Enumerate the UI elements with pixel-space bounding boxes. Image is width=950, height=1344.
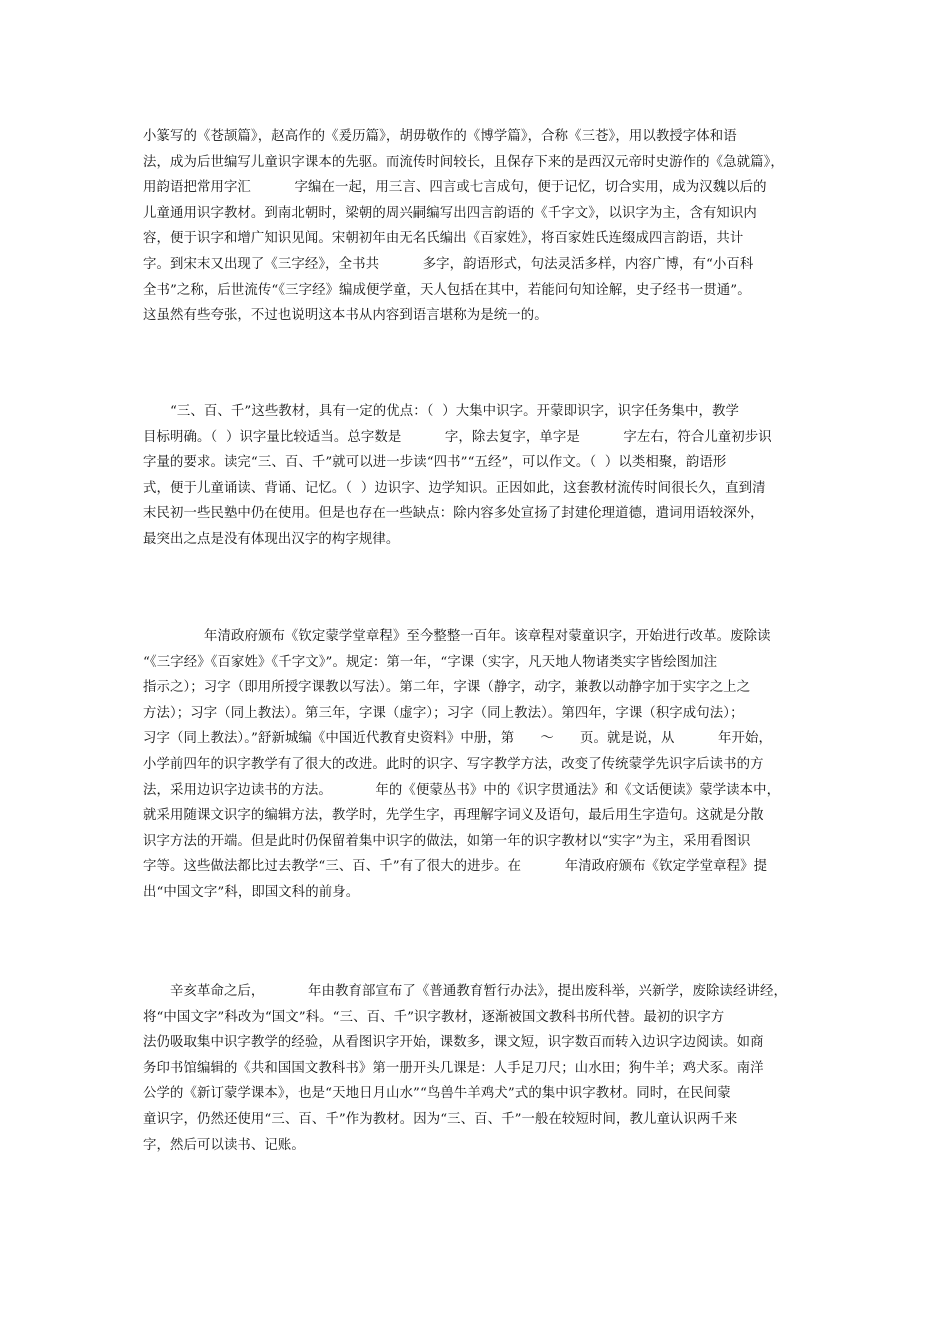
paragraph-san-cang-history	[143, 124, 813, 329]
text-line: 式，便于儿童诵读、背诵、记忆。（ ）边识字、边学知识。正因如此，这套教材流传时间很长久，直到清	[143, 480, 766, 496]
text-line: 方法）；习字（同上教法）。第三年，字课（虚字）；习字（同上教法）。第四年，字课（积字成句法）；	[143, 705, 744, 721]
text-line: 小篆写的《苍颉篇》，赵高作的《爰历篇》，胡毋敬作的《博学篇》，合称《三苍》，用以教授字体和语	[143, 129, 737, 144]
text-line: 童识字，仍然还使用“三、百、千”作为教材。因为“三、百、千”一般在较短时间，教儿童认识两千来	[143, 1111, 738, 1127]
text-line: 习字（同上教法）。”舒新城编《中国近代教育史资料》中册，第 ～ 页。就是说，从 年开始，	[143, 731, 773, 747]
text-line: 末民初一些民塾中仍在使用。但是也存在一些缺点：除内容多处宣扬了封建伦理道德，遣词用语较深外，	[143, 506, 764, 522]
text-line: 出“中国文字”科，即国文科的前身。	[143, 884, 360, 900]
text-line: 用韵语把常用字汇 字编在一起，用三言、四言或七言成句，便于记忆，切合实用，成为汉魏以后的	[143, 180, 767, 196]
text-line: 法，成为后世编写儿童识字课本的先驱。而流传时间较长，且保存下来的是西汉元帝时史游作的《急就篇》，	[143, 154, 784, 170]
text-line: 小学前四年的识字教学有了很大的改进。此时的识字、写字教学方法，改变了传统蒙学先识字后读书的方	[143, 756, 764, 772]
text-line: 公学的《新订蒙学课本》，也是“天地日月山水”“鸟兽牛羊鸡犬”式的集中识字教材。同时，在民间蒙	[143, 1086, 731, 1102]
text-line: 儿童通用识字教材。到南北朝时，梁朝的周兴嗣编写出四言韵语的《千字文》，以识字为主，含有知识内	[143, 205, 757, 221]
paragraph-san-bai-qian-merits	[143, 399, 813, 553]
text-line: 指示之）；习字（即用所授字课教以写法）。第二年，字课（静字，动字，兼教以动静字加于实字之上之	[143, 680, 751, 696]
text-line: 法仍吸取集中识字教学的经验，从看图识字开始，课数多，课文短，识字数百而转入边识字边阅读。如商	[143, 1035, 764, 1051]
text-line: 辛亥革命之后， 年由教育部宣布了《普通教育暂行办法》，提出废科举，兴新学，废除读经讲经，	[143, 984, 787, 999]
text-line: 容，便于识字和增广知识见闻。宋朝初年由无名氏编出《百家姓》，将百家姓氏连缀成四言韵语，共计	[143, 231, 744, 247]
text-line: 字，然后可以读书、记账。	[143, 1137, 305, 1153]
text-line: 就采用随课文识字的编辑方法，教学时，先学生字，再理解字词义及语句，最后用生字造句。这就是分散	[143, 808, 764, 824]
text-line: 目标明确。（ ）识字量比较适当。总字数是 字，除去复字，单字是 字左右，符合儿童初步识	[143, 429, 772, 445]
text-line: 字等。这些做法都比过去教学“三、百、千”有了很大的进步。在 年清政府颁布《钦定学堂章程》提	[143, 859, 768, 875]
text-line: 全书”之称，后世流传“《三字经》编成便学童，天人包括在其中，若能问句知诠解，史子经书一贯通”。	[143, 282, 751, 298]
text-line: 最突出之点是没有体现出汉字的构字规律。	[143, 531, 400, 547]
text-line: 字。到宋末又出现了《三字经》，全书共 多字，韵语形式，句法灵活多样，内容广博，有“小百科	[143, 256, 754, 272]
text-line: 字量的要求。读完“三、百、千”就可以进一步读“四书”“五经”，可以作文。（ ）以类相聚，韵语形	[143, 455, 727, 471]
paragraph-qing-reform	[143, 624, 813, 906]
text-line: 法，采用边识字边读书的方法。 年的《便蒙丛书》中的《识字贯通法》和《文话便读》蒙学读本中，	[143, 782, 781, 798]
text-line: “《三字经》《百家姓》《千字文》”。规定：第一年，“字课（实字，凡天地人物诸类实字皆绘图加注	[143, 654, 718, 670]
text-line: 务印书馆编辑的《共和国国文教科书》第一册开头几课是：人手足刀尺；山水田；狗牛羊；鸡犬豕。南洋	[143, 1060, 764, 1076]
text-line: 将“中国文字”科改为“国文”科。“三、百、千”识字教材，逐渐被国文教科书所代替。最初的识字方	[143, 1009, 725, 1025]
text-line: “三、百、千”这些教材，具有一定的优点：（ ）大集中识字。开蒙即识字，识字任务集中，教学	[143, 404, 739, 419]
text-line: 这虽然有些夸张，不过也说明这本书从内容到语言堪称为是统一的。	[143, 308, 548, 324]
text-line: 年清政府颁布《钦定蒙学堂章程》至今整整一百年。该章程对蒙童识字，开始进行改革。废除读	[143, 629, 771, 644]
paragraph-republic-era	[143, 979, 813, 1158]
text-line: 识字方法的开端。但是此时仍保留着集中识字的做法，如第一年的识字教材以“实字”为主，采用看图识	[143, 833, 751, 849]
